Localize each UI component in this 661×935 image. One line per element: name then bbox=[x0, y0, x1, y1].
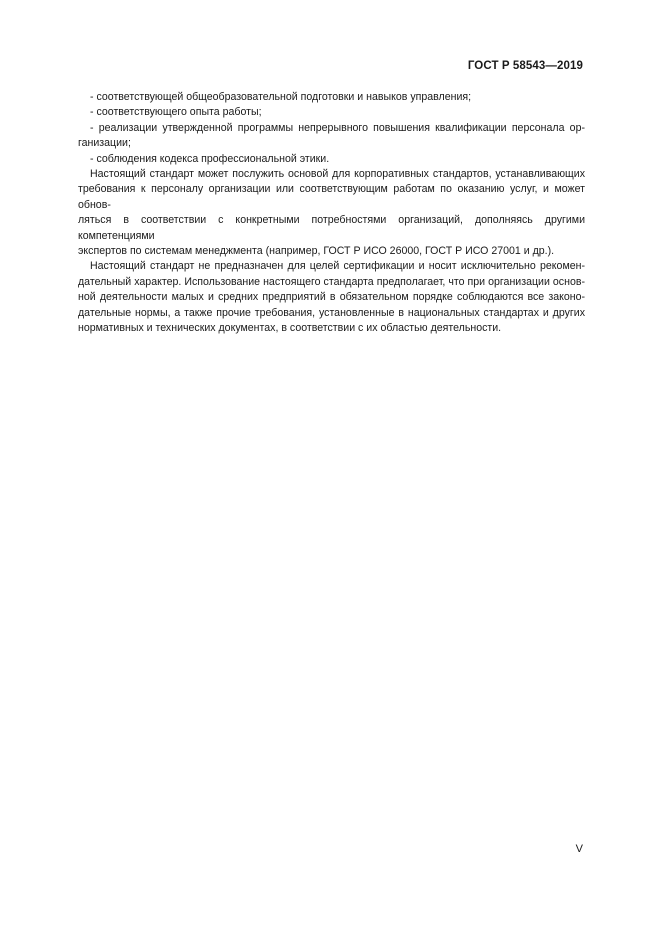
bullet-item-ethics: - соблюдения кодекса профессиональной этики. bbox=[90, 152, 330, 165]
bullet-item-training-line-2: ганизации; bbox=[78, 137, 131, 150]
paragraph-certification-line-1: Настоящий стандарт не предназначен для целей сертификации и носит исключительно рекомен- bbox=[90, 260, 585, 273]
bullet-item-experience: - соответствующего опыта работы; bbox=[90, 106, 262, 119]
page-number: V bbox=[575, 843, 583, 855]
paragraph-certification-line-5: нормативных и технических документах, в соответствии с их областью деятельности. bbox=[78, 322, 502, 335]
paragraph-basis-line-2: требования к персоналу организации или соответствующим работам по оказанию услуг, и может обнов- bbox=[78, 183, 585, 211]
paragraph-basis-line-4: экспертов по системам менеджмента (например, ГОСТ Р ИСО 26000, ГОСТ Р ИСО 27001 и др.). bbox=[78, 245, 555, 258]
bullet-item-training-line-1: - реализации утвержденной программы непрерывного повышения квалификации персонала ор- bbox=[90, 121, 585, 134]
standard-id-header: ГОСТ Р 58543—2019 bbox=[467, 60, 583, 72]
paragraph-certification-line-4: дательные нормы, а также прочие требования, установленные в национальных стандартах и других bbox=[78, 306, 585, 319]
bullet-item-education: - соответствующей общеобразовательной подготовки и навыков управления; bbox=[90, 91, 472, 103]
paragraph-certification-line-2: дательный характер. Использование настоящего стандарта предполагает, что при организации основ- bbox=[78, 275, 585, 288]
paragraph-basis-line-1: Настоящий стандарт может послужить основой для корпоративных стандартов, устанавливающих bbox=[90, 168, 585, 181]
paragraph-certification-line-3: ной деятельности малых и средних предприятий в обязательном порядке соблюдаются все законо- bbox=[78, 291, 585, 304]
body-text bbox=[78, 90, 585, 337]
paragraph-basis-line-3: ляться в соответствии с конкретными потребностями организаций, дополняясь другими компетенциями bbox=[78, 214, 585, 242]
